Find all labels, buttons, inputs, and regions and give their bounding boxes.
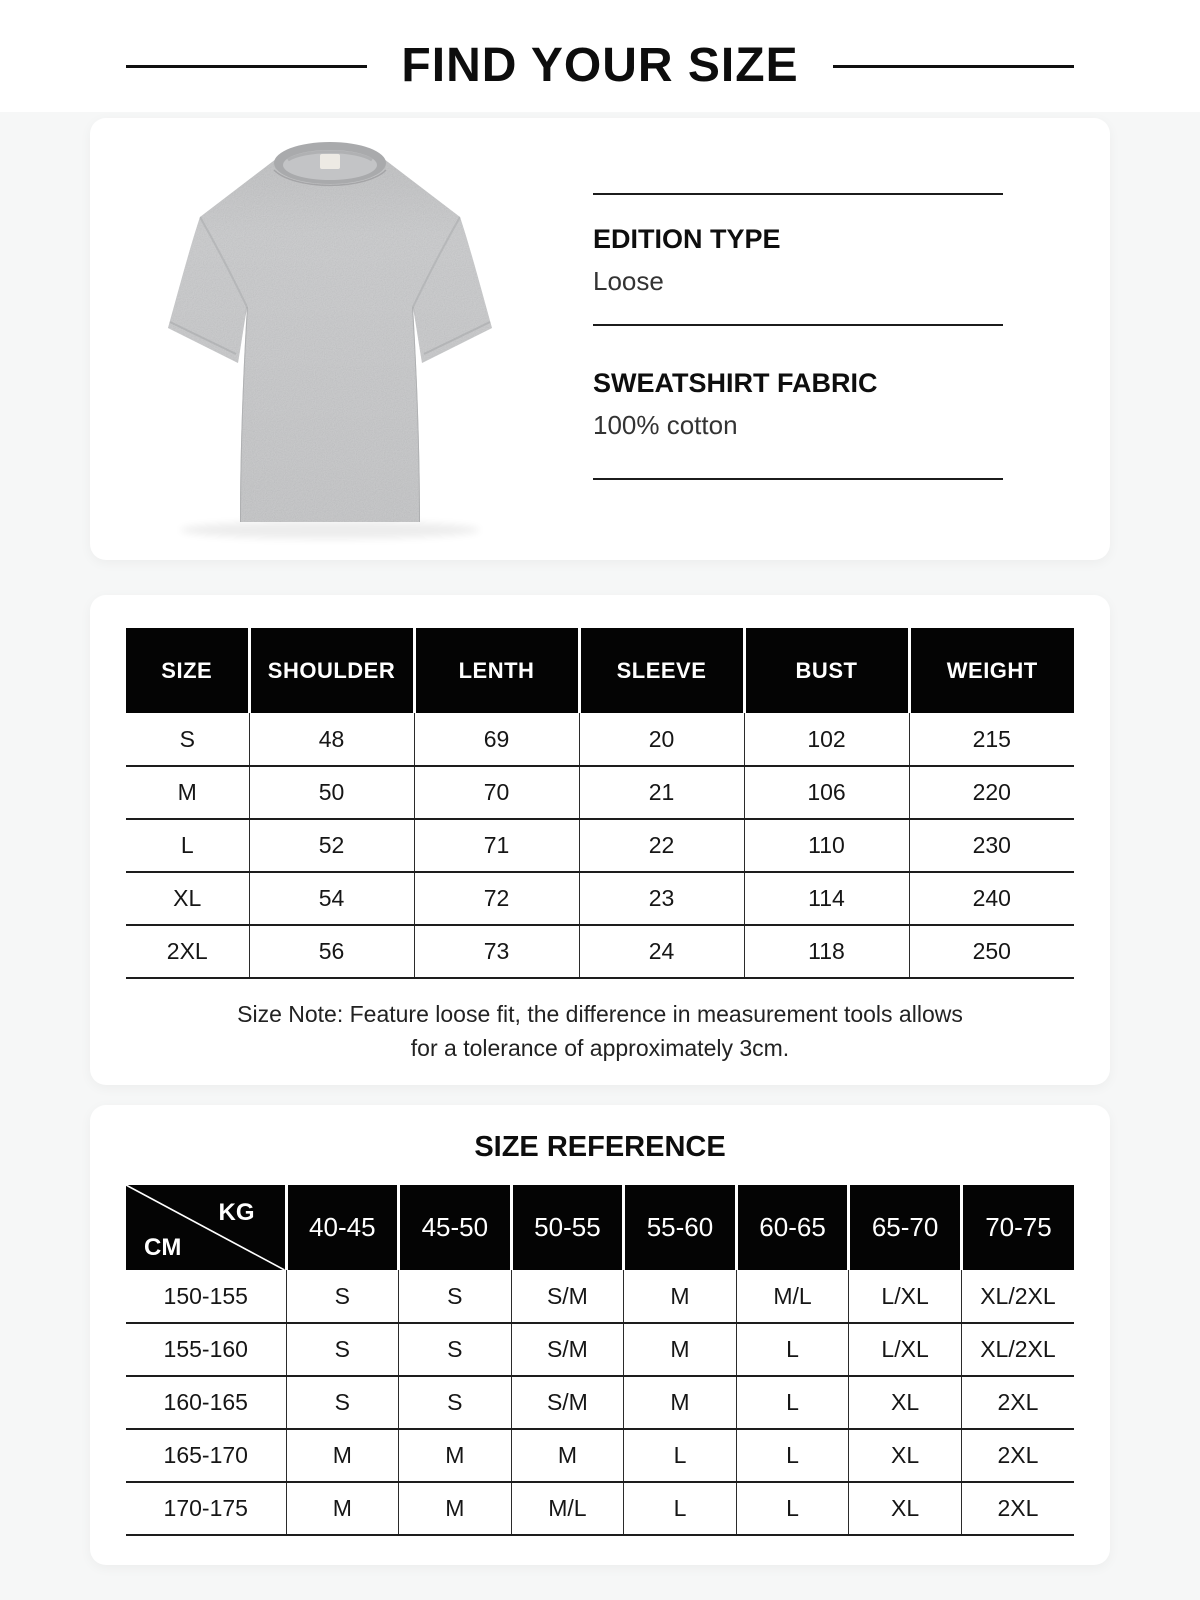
table-cell: 110 [744, 819, 909, 872]
tshirt-photo [140, 132, 520, 546]
table-cell: 56 [249, 925, 414, 978]
table-cell: L [624, 1482, 737, 1535]
weight-range-header: 55-60 [624, 1185, 737, 1270]
table-cell: 106 [744, 766, 909, 819]
table-cell: 220 [909, 766, 1074, 819]
table-cell: M [624, 1323, 737, 1376]
size-reference-header-row [126, 1185, 1074, 1270]
table-cell: L [736, 1376, 849, 1429]
spec-heading-edition-type: EDITION TYPE [593, 224, 781, 254]
page-title: FIND YOUR SIZE [401, 39, 799, 92]
table-cell: S [286, 1323, 399, 1376]
table-cell: L [736, 1429, 849, 1482]
table-cell: 114 [744, 872, 909, 925]
table-cell: 250 [909, 925, 1074, 978]
size-reference-card [90, 1105, 1110, 1565]
table-cell: M [624, 1270, 737, 1323]
table-cell: S [399, 1323, 512, 1376]
table-row [126, 872, 1074, 925]
table-cell: XL [126, 872, 249, 925]
size-table [126, 628, 1074, 979]
column-header-size: SIZE [126, 628, 249, 713]
size-table-card [90, 595, 1110, 1085]
size-table-header-row [126, 628, 1074, 713]
table-cell: 2XL [961, 1482, 1074, 1535]
spec-value-fabric: 100% cotton [593, 410, 738, 440]
title-decor-line-right [833, 65, 1074, 68]
weight-range-header: 40-45 [286, 1185, 399, 1270]
table-cell: XL [849, 1376, 962, 1429]
column-header-weight: WEIGHT [909, 628, 1074, 713]
table-cell: 118 [744, 925, 909, 978]
table-cell: 69 [414, 713, 579, 766]
table-cell: 52 [249, 819, 414, 872]
title-decor-line-left [126, 65, 367, 68]
table-cell: 24 [579, 925, 744, 978]
table-cell: 170-175 [126, 1482, 286, 1535]
table-cell: S [286, 1376, 399, 1429]
spec-divider-bottom [593, 478, 1003, 480]
table-cell: S/M [511, 1270, 624, 1323]
table-cell: 20 [579, 713, 744, 766]
corner-label-kg: KG [218, 1199, 255, 1227]
table-cell: M [286, 1429, 399, 1482]
table-row [126, 819, 1074, 872]
weight-range-header: 50-55 [511, 1185, 624, 1270]
table-cell: 2XL [126, 925, 249, 978]
table-cell: L [736, 1482, 849, 1535]
table-cell: M [624, 1376, 737, 1429]
spec-heading-fabric: SWEATSHIRT FABRIC [593, 368, 878, 398]
table-cell: M [286, 1482, 399, 1535]
table-cell: S/M [511, 1376, 624, 1429]
table-row [126, 925, 1074, 978]
table-cell: 2XL [961, 1376, 1074, 1429]
table-cell: S [286, 1270, 399, 1323]
table-cell: M [399, 1482, 512, 1535]
spec-divider-middle [593, 324, 1003, 326]
table-cell: 2XL [961, 1429, 1074, 1482]
column-header-bust: BUST [744, 628, 909, 713]
weight-range-header: 70-75 [961, 1185, 1074, 1270]
table-cell: XL/2XL [961, 1323, 1074, 1376]
table-cell: L [736, 1323, 849, 1376]
weight-range-header: 60-65 [736, 1185, 849, 1270]
weight-range-header: 45-50 [399, 1185, 512, 1270]
column-header-shoulder: SHOULDER [249, 628, 414, 713]
table-cell: 50 [249, 766, 414, 819]
spec-value-edition-type: Loose [593, 266, 664, 296]
table-cell: 54 [249, 872, 414, 925]
table-cell: 48 [249, 713, 414, 766]
table-row [126, 1482, 1074, 1535]
tshirt-illustration [140, 132, 520, 546]
table-cell: M/L [511, 1482, 624, 1535]
table-row [126, 713, 1074, 766]
table-cell: S [399, 1270, 512, 1323]
table-cell: L/XL [849, 1270, 962, 1323]
table-cell: 72 [414, 872, 579, 925]
table-row [126, 1323, 1074, 1376]
table-cell: S [126, 713, 249, 766]
table-cell: L [624, 1429, 737, 1482]
product-card [90, 118, 1110, 560]
size-note-line2: for a tolerance of approximately 3cm. [410, 1035, 790, 1061]
table-row [126, 1270, 1074, 1323]
table-cell: XL [849, 1482, 962, 1535]
table-cell: 21 [579, 766, 744, 819]
table-cell: 155-160 [126, 1323, 286, 1376]
size-reference-body [126, 1270, 1074, 1535]
size-note-line1: Size Note: Feature loose fit, the difference in measurement tools allows [237, 1001, 963, 1027]
column-header-lenth: LENTH [414, 628, 579, 713]
table-cell: M [399, 1429, 512, 1482]
table-row [126, 1376, 1074, 1429]
table-cell: 73 [414, 925, 579, 978]
table-cell: 230 [909, 819, 1074, 872]
table-cell: 160-165 [126, 1376, 286, 1429]
table-cell: 102 [744, 713, 909, 766]
table-cell: S [399, 1376, 512, 1429]
table-row [126, 766, 1074, 819]
table-cell: M/L [736, 1270, 849, 1323]
table-cell: 22 [579, 819, 744, 872]
table-cell: 150-155 [126, 1270, 286, 1323]
corner-label-cm: CM [144, 1234, 182, 1262]
table-cell: S/M [511, 1323, 624, 1376]
table-cell: 71 [414, 819, 579, 872]
table-cell: 70 [414, 766, 579, 819]
table-cell: L/XL [849, 1323, 962, 1376]
size-reference-table [126, 1185, 1074, 1536]
size-reference-title: SIZE REFERENCE [474, 1131, 726, 1163]
table-cell: 215 [909, 713, 1074, 766]
table-cell: 23 [579, 872, 744, 925]
spec-divider-top [593, 193, 1003, 195]
size-table-body [126, 713, 1074, 978]
table-cell: M [511, 1429, 624, 1482]
table-cell: XL/2XL [961, 1270, 1074, 1323]
weight-range-header: 65-70 [849, 1185, 962, 1270]
column-header-sleeve: SLEEVE [579, 628, 744, 713]
page-title-row [0, 38, 1200, 94]
size-note [90, 997, 1110, 1065]
table-cell: XL [849, 1429, 962, 1482]
table-cell: 240 [909, 872, 1074, 925]
table-row [126, 1429, 1074, 1482]
table-cell: M [126, 766, 249, 819]
table-cell: L [126, 819, 249, 872]
kg-cm-corner-cell [126, 1185, 286, 1270]
table-cell: 165-170 [126, 1429, 286, 1482]
